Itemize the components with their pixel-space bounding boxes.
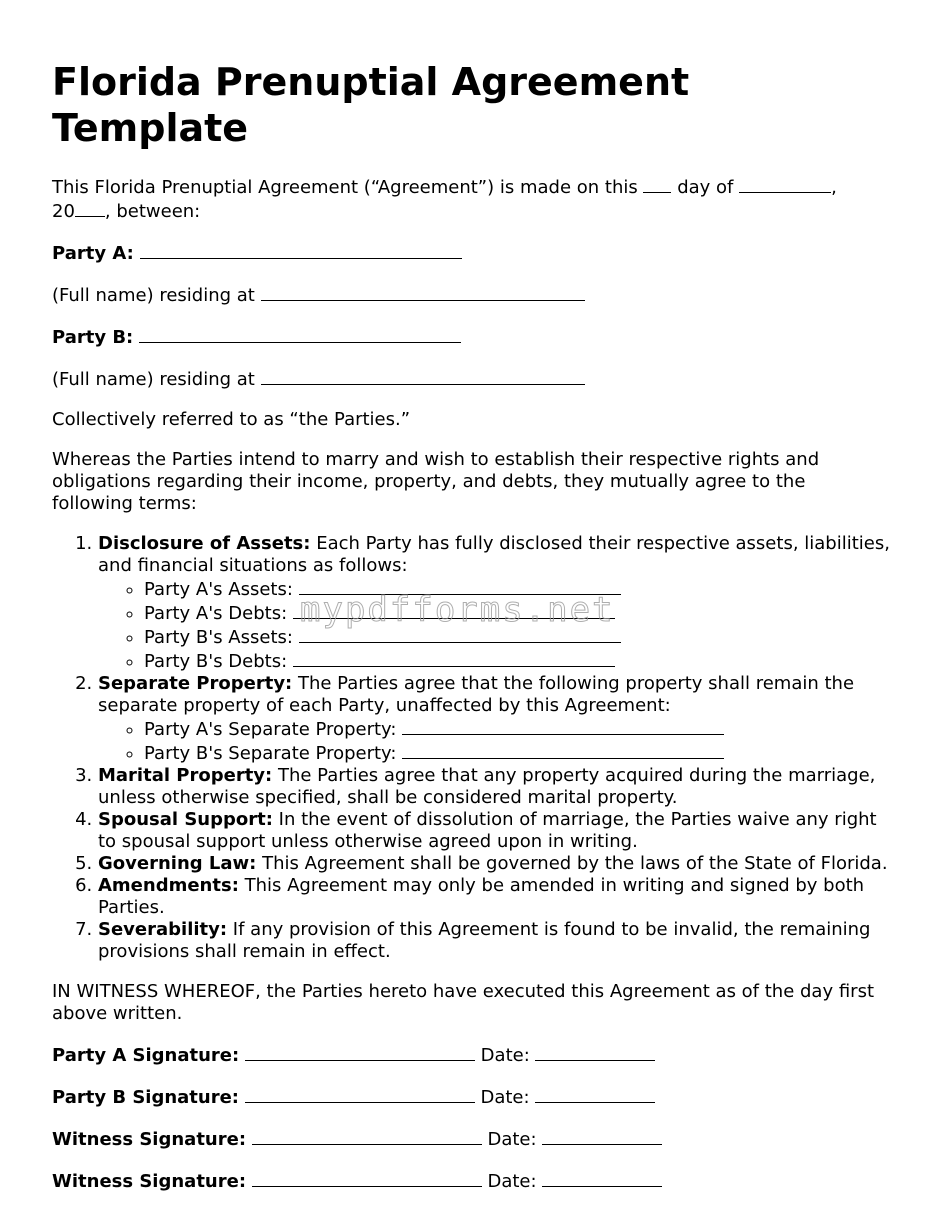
party-b-name-blank[interactable] [139, 325, 461, 343]
witness-2-date-blank[interactable] [542, 1169, 662, 1187]
list-item: ◦ Party B's Assets: [144, 625, 892, 649]
witness-clause: IN WITNESS WHEREOF, the Parties hereto have executed this Agreement as of the day first above written. [52, 981, 875, 1025]
party-b-line [52, 325, 892, 349]
party-b-address-blank[interactable] [261, 367, 585, 385]
list-item: ◦ Party A's Debts: [144, 601, 892, 625]
party-b-signature-line: Party B Signature: Date: [52, 1085, 892, 1109]
document-page [52, 60, 892, 1211]
party-a-label: Party A: [52, 243, 134, 265]
separate-property-sublist [98, 717, 892, 765]
list-item: ◦ Party A's Separate Property: [144, 717, 892, 741]
list-item: 1. Disclosure of Assets: Each Party has fully disclosed their respective assets, liabilities, and financial situations as follows: ◦ Party A's Assets: ◦ Party A's Debts: ◦ Party B's Assets: ◦ Party B's Debts: [98, 533, 892, 673]
list-item: 6. Amendments: This Agreement may only be amended in writing and signed by both Parties. [98, 875, 892, 919]
witness-2-signature-line: Witness Signature: Date: [52, 1169, 892, 1193]
list-item: ◦ Party B's Debts: [144, 649, 892, 673]
year-blank[interactable] [75, 199, 105, 217]
day-blank[interactable] [643, 175, 671, 193]
list-item: 5. Governing Law: This Agreement shall be governed by the laws of the State of Florida. [98, 853, 892, 875]
watermark: mypdfforms.net [300, 590, 615, 630]
party-a-residence-line: (Full name) residing at [52, 283, 892, 307]
party-a-name-blank[interactable] [140, 241, 462, 259]
collective-paragraph: Collectively referred to as “the Parties.” [52, 409, 411, 431]
party-a-date-blank[interactable] [535, 1043, 655, 1061]
party-b-residence-line: (Full name) residing at [52, 367, 892, 391]
month-blank[interactable] [739, 175, 831, 193]
signature-block [52, 1043, 892, 1193]
witness-2-signature-blank[interactable] [252, 1169, 482, 1187]
list-item: 4. Spousal Support: In the event of dissolution of marriage, the Parties waive any right to spousal support unless otherwise agreed upon in writing. [98, 809, 892, 853]
list-item: ◦ Party B's Separate Property: [144, 741, 892, 765]
witness-1-date-blank[interactable] [542, 1127, 662, 1145]
party-b-signature-blank[interactable] [245, 1085, 475, 1103]
list-item: 7. Severability: If any provision of this Agreement is found to be invalid, the remaining provisions shall remain in effect. [98, 919, 892, 963]
party-b-debts-blank[interactable] [293, 649, 615, 667]
party-a-signature-line: Party A Signature: Date: [52, 1043, 892, 1067]
party-a-signature-blank[interactable] [245, 1043, 475, 1061]
witness-1-signature-blank[interactable] [252, 1127, 482, 1145]
party-b-date-blank[interactable] [535, 1085, 655, 1103]
party-a-separate-property-blank[interactable] [402, 717, 724, 735]
list-item: ◦ Party A's Assets: [144, 577, 892, 601]
document-title: Florida Prenuptial Agreement Template [52, 60, 690, 150]
party-b-label: Party B: [52, 327, 134, 349]
party-a-line [52, 241, 892, 265]
list-item: 2. Separate Property: The Parties agree that the following property shall remain the separate property of each Party, unaffected by this Agreement: ◦ Party A's Separate Property: ◦ Party B's Separate Property: [98, 673, 892, 765]
party-b-separate-property-blank[interactable] [402, 741, 724, 759]
witness-1-signature-line: Witness Signature: Date: [52, 1127, 892, 1151]
intro-paragraph: This Florida Prenuptial Agreement (“Agreement”) is made on this day of , 20 , between: [52, 177, 837, 223]
list-item: 3. Marital Property: The Parties agree that any property acquired during the marriage, unless otherwise specified, shall be considered marital property. [98, 765, 892, 809]
party-a-address-blank[interactable] [261, 283, 585, 301]
whereas-paragraph: Whereas the Parties intend to marry and wish to establish their respective rights and obligations regarding their income, property, and debts, they mutually agree to the following terms: [52, 449, 820, 515]
